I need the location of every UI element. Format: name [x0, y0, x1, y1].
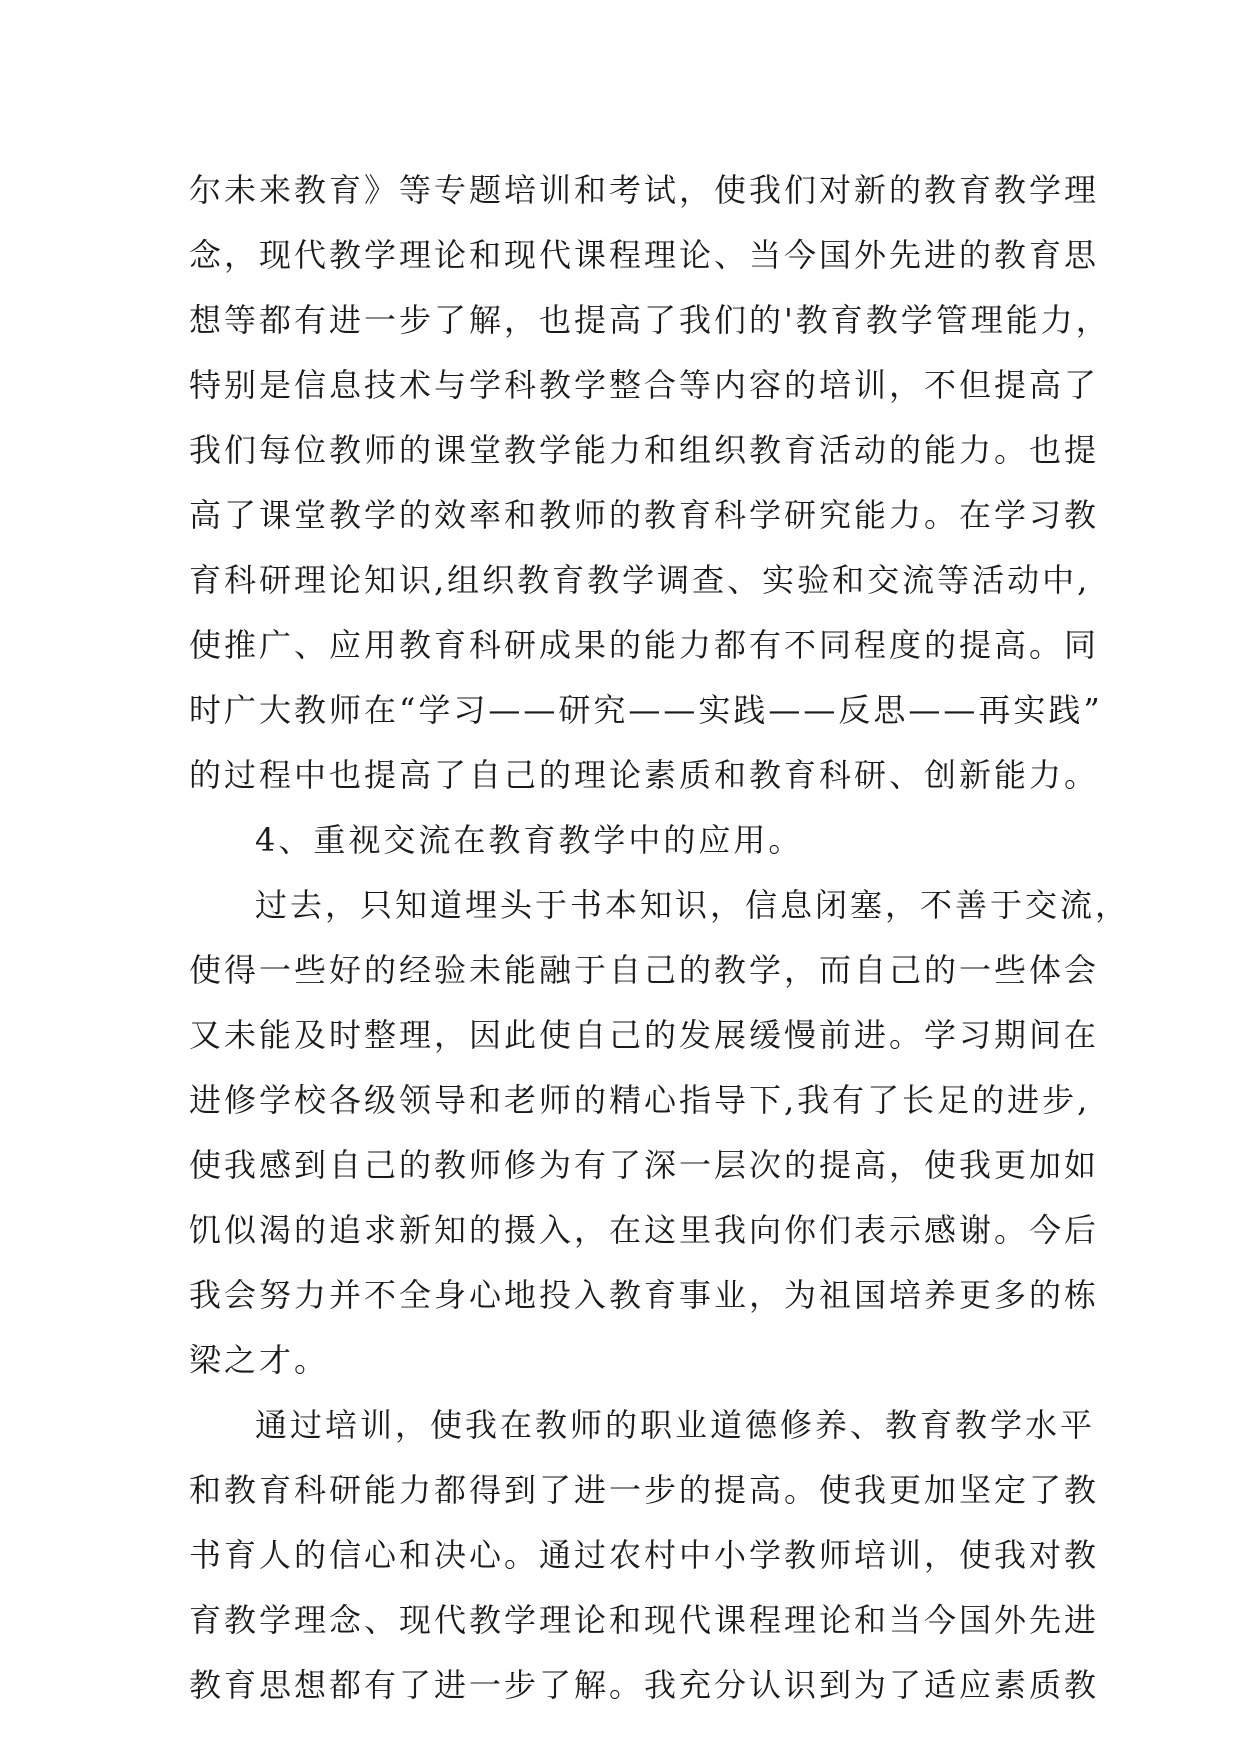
- text-line: 时广大教师在“学习——研究——实践——反思——再实践”: [189, 691, 1103, 729]
- text-line: 特别是信息技术与学科教学整合等内容的培训，不但提高了: [189, 366, 1100, 404]
- text-line: 使得一些好的经验未能融于自己的教学，而自己的一些体会: [189, 951, 1100, 989]
- text-line: 我会努力并不全身心地投入教育事业，为祖国培养更多的栋: [189, 1276, 1100, 1314]
- text-line: 我们每位教师的课堂教学能力和组织教育活动的能力。也提: [189, 431, 1100, 469]
- text-line: 过去，只知道埋头于书本知识，信息闭塞，不善于交流，: [255, 886, 1131, 924]
- text-line: 又未能及时整理，因此使自己的发展缓慢前进。学习期间在: [189, 1016, 1100, 1054]
- text-line: 使推广、应用教育科研成果的能力都有不同程度的提高。同: [189, 626, 1100, 664]
- text-line: 教育思想都有了进一步了解。我充分认识到为了适应素质教: [189, 1666, 1100, 1704]
- text-line: 的过程中也提高了自己的理论素质和教育科研、创新能力。: [189, 756, 1100, 794]
- text-line: 和教育科研能力都得到了进一步的提高。使我更加坚定了教: [189, 1471, 1100, 1509]
- text-line: 育科研理论知识,组织教育教学调查、实验和交流等活动中,: [189, 561, 1091, 599]
- body-text: [189, 158, 1131, 1718]
- text-line: 尔未来教育》等专题培训和考试，使我们对新的教育教学理: [189, 171, 1100, 209]
- text-line: 使我感到自己的教师修为有了深一层次的提高，使我更加如: [189, 1146, 1100, 1184]
- text-line: 育教学理念、现代教学理论和现代课程理论和当今国外先进: [189, 1601, 1100, 1639]
- section-heading: 4、重视交流在教育教学中的应用。: [255, 821, 804, 859]
- text-line: 念，现代教学理论和现代课程理论、当今国外先进的教育思: [189, 236, 1100, 274]
- text-line: 书育人的信心和决心。通过农村中小学教师培训，使我对教: [189, 1536, 1100, 1574]
- text-line: 高了课堂教学的效率和教师的教育科学研究能力。在学习教: [189, 496, 1100, 534]
- text-line: 通过培训，使我在教师的职业道德修养、教育教学水平: [255, 1406, 1096, 1444]
- text-line: 进修学校各级领导和老师的精心指导下,我有了长足的进步,: [189, 1081, 1091, 1119]
- text-line: 饥似渴的追求新知的摄入，在这里我向你们表示感谢。今后: [189, 1211, 1100, 1249]
- text-line: 梁之才。: [189, 1341, 330, 1379]
- text-line: 想等都有进一步了解，也提高了我们的'教育教学管理能力，: [189, 301, 1111, 339]
